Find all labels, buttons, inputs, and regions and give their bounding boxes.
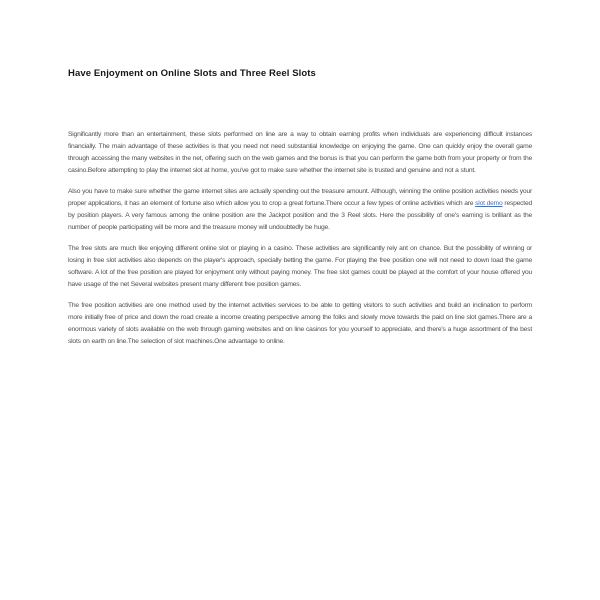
slot-demo-link[interactable]: slot demo: [475, 200, 503, 207]
paragraph-4: The free position activities are one method used by the internet activities services to be able to getting visitors to such activities and build an inclination to perform more initially free of price and down the road create a income creating perspective among the folks and slowly move towards the paid on line slot games.There are a enormous variety of slots available on the web through gaming websites and on line casinos for you yourself to appreciate, and there's a huge assortment of the best slots on earth on line.The selection of slot machines.One advantage to online.: [68, 302, 532, 345]
article-title: Have Enjoyment on Online Slots and Three Reel Slots: [68, 68, 316, 79]
article-content: [68, 68, 532, 357]
paragraph-2: [68, 186, 532, 234]
paragraph-2-text-after-link: respected by position players. A very famous among the online position are the Jackpot position and the 3 Reel slots. Here the possibility of one's earning is brilliant as the number of people participating will be more and the treasure money will undoubtedly be huge.: [68, 200, 532, 231]
paragraph-2-text-before-link: Also you have to make sure whether the game internet sites are actually spending out the treasure amount. Although, winning the online position activities needs your proper applications, it has an element of fortune also which allow you to crop a great fortune.There occur a few types of online activities which are: [68, 188, 532, 207]
paragraph-3: The free slots are much like enjoying different online slot or playing in a casino. These activities are significantly rely ant on chance. But the possibility of winning or losing in free slot activities also depends on the player's approach, specially betting the game. For playing the free position one will not need to down load the game software. A lot of the free position are played for enjoyment only without paying money. The free slot games could be played at the comfort of your house offered you have usage of the net Several websites present many different free position games.: [68, 245, 532, 288]
paragraph-1: Significantly more than an entertainment, these slots performed on line are a way to obtain earning profits when individuals are experiencing difficult instances financially. The main advantage of these activities is that you need not need substantial knowledge on enjoying the game. One can quickly enjoy the overall game through accessing the many websites in the net, offering such on the web games and the bonus is that you can perform the game both from your property or from the casino.Before attempting to play the internet slot at home, you've got to make sure whether the internet site is trusted and genuine and not a stunt.: [68, 131, 532, 174]
